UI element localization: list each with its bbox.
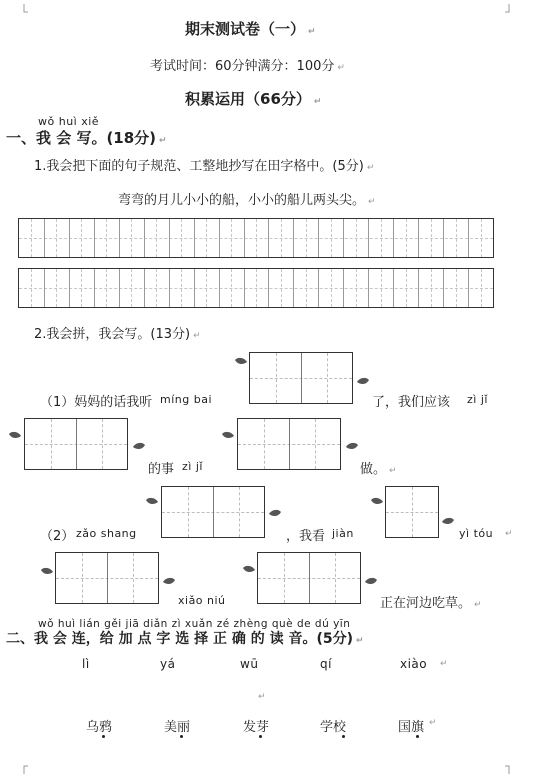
paragraph-mark-icon: ↵ [389, 466, 397, 476]
q2-line3-pinyin-yi-tou: yì tóu [459, 527, 494, 540]
paragraph-mark-icon: ↵ [368, 197, 376, 207]
question1-sentence-text: 弯弯的月儿小小的船，小小的船儿两头尖。 [118, 193, 366, 208]
q2-line2-text2 [360, 458, 397, 477]
grid-cell-divider [19, 269, 469, 307]
paragraph-mark-icon: ↵ [366, 163, 375, 173]
q2-line1-pinyin-ming-bai: míng bai [160, 393, 213, 406]
word-item-3[interactable]: 发芽 [243, 720, 270, 735]
paragraph-mark-icon: ↵ [258, 692, 266, 702]
box-cell-divider [107, 553, 108, 603]
page-title [185, 18, 316, 39]
word-item-1[interactable]: 乌鸦 [86, 720, 113, 735]
section1-heading-text: 一、我 会 写。(18分) [6, 129, 157, 147]
water-drop-icon [268, 508, 282, 520]
q2-line1-pinyin-zi-ji: zì jǐ [467, 393, 488, 406]
box-guide-line [239, 487, 240, 537]
water-drop-icon [345, 441, 359, 453]
section2-pinyin: wǒ huì lián gěi jiā diǎn zì xuǎn zé zhèng què de dú yīn [38, 618, 351, 630]
q2-line3-pinyin-jian: jiàn [332, 527, 354, 540]
question2-prompt-text: 2.我会拼，我会写。(13分) [34, 327, 191, 342]
answer-box-jian[interactable] [385, 486, 439, 538]
question1-sentence [118, 189, 376, 208]
q2-line3-prefix: （2） [40, 529, 75, 544]
box-guide-line [133, 553, 134, 603]
water-drop-icon [364, 576, 378, 588]
box-guide-line [51, 419, 52, 469]
water-drop-icon [162, 576, 176, 588]
box-guide-line [284, 553, 285, 603]
water-drop-icon [356, 376, 370, 388]
section1-heading [6, 127, 167, 148]
word-item-2[interactable]: 美丽 [164, 720, 191, 735]
corner-mark-bottom-right-icon [505, 762, 517, 774]
question2-prompt [34, 323, 201, 342]
box-guide-line [276, 353, 277, 403]
box-guide-line [188, 487, 189, 537]
paragraph-mark-icon: ↵ [505, 529, 513, 539]
section1-pinyin: wǒ huì xiě [38, 115, 100, 128]
pinyin-option-4[interactable]: qí [320, 657, 332, 671]
water-drop-icon [370, 496, 384, 508]
q2-line2-pinyin-zi-ji: zì jǐ [182, 460, 203, 473]
page-title-text: 期末测试卷（一） [185, 20, 306, 38]
box-cell-divider [301, 353, 302, 403]
section2-heading [6, 628, 364, 648]
pinyin-option-5[interactable]: xiào [400, 657, 428, 671]
exam-info [150, 55, 345, 74]
paragraph-mark-icon: ↵ [193, 331, 201, 341]
paragraph-mark-icon: ↵ [308, 27, 316, 37]
grid-cell-divider [19, 219, 469, 257]
box-guide-line [412, 487, 413, 537]
emphasis-dot [342, 735, 345, 738]
box-cell-divider [76, 419, 77, 469]
paragraph-mark-icon: ↵ [159, 136, 167, 146]
q2-line1-mid: 了，我们应该 [372, 395, 451, 410]
grid-guide-line [481, 269, 482, 307]
section2-heading-text: 二、我 会 连，给 加 点 字 选 择 正 确 的 读 音。(5分) [6, 631, 354, 647]
box-guide-line [102, 419, 103, 469]
answer-box-yi-tou[interactable] [55, 552, 159, 604]
emphasis-dot [259, 735, 262, 738]
question1-prompt [34, 155, 374, 174]
q2-line4-text-text: 正在河边吃草。 [380, 596, 472, 611]
writing-grid-row-1[interactable] [18, 218, 494, 258]
pinyin-option-3[interactable]: wū [240, 657, 259, 671]
box-guide-line [82, 553, 83, 603]
corner-mark-bottom-left-icon [16, 762, 28, 774]
paragraph-mark-icon: ↵ [356, 636, 364, 646]
answer-box-xiao-niu[interactable] [257, 552, 361, 604]
water-drop-icon [242, 564, 256, 576]
pinyin-option-1[interactable]: lì [82, 657, 90, 671]
box-guide-line [335, 553, 336, 603]
box-guide-line [327, 353, 328, 403]
q2-line4-text [380, 592, 482, 611]
q2-line3-mid: ，我看 [286, 529, 326, 544]
corner-mark-top-right-icon [505, 4, 517, 16]
water-drop-icon [132, 441, 146, 453]
word-item-5[interactable]: 国旗 [398, 720, 425, 735]
box-guide-line [264, 419, 265, 469]
word-item-4[interactable]: 学校 [320, 720, 347, 735]
answer-box-ming-bai[interactable] [249, 352, 353, 404]
emphasis-dot [180, 735, 183, 738]
water-drop-icon [40, 566, 54, 578]
q2-line2-text1: 的事 [148, 462, 175, 477]
box-cell-divider [213, 487, 214, 537]
writing-grid-row-2[interactable] [18, 268, 494, 308]
answer-box-zi-ji-2[interactable] [237, 418, 341, 470]
water-drop-icon [441, 516, 455, 528]
pinyin-option-2[interactable]: yá [160, 657, 176, 671]
q2-line3-pinyin-zao-shang: zǎo shang [76, 527, 137, 540]
box-cell-divider [289, 419, 290, 469]
emphasis-dot [416, 735, 419, 738]
part-title-text: 积累运用（66分） [185, 90, 311, 108]
water-drop-icon [234, 356, 248, 368]
exam-info-text: 考试时间：60分钟满分：100分 [150, 59, 335, 74]
answer-box-zao-shang[interactable] [161, 486, 265, 538]
corner-mark-top-left-icon [16, 4, 28, 16]
grid-guide-line [481, 219, 482, 257]
box-guide-line [315, 419, 316, 469]
paragraph-mark-icon: ↵ [474, 600, 482, 610]
water-drop-icon [221, 430, 235, 442]
box-cell-divider [309, 553, 310, 603]
water-drop-icon [145, 496, 159, 508]
q2-line2-text2-text: 做。 [360, 462, 387, 477]
paragraph-mark-icon: ↵ [429, 718, 437, 728]
paragraph-mark-icon: ↵ [440, 659, 448, 669]
question1-prompt-text: 1.我会把下面的句子规范、工整地抄写在田字格中。(5分) [34, 159, 364, 174]
paragraph-mark-icon: ↵ [337, 63, 345, 73]
emphasis-dot [102, 735, 105, 738]
part-title [185, 88, 321, 109]
answer-box-zi-ji-1[interactable] [24, 418, 128, 470]
q2-line1-prefix: （1）妈妈的话我听 [40, 395, 153, 410]
paragraph-mark-icon: ↵ [313, 97, 322, 107]
water-drop-icon [8, 430, 22, 442]
q2-line4-pinyin-xiao-niu: xiǎo niú [178, 594, 226, 607]
